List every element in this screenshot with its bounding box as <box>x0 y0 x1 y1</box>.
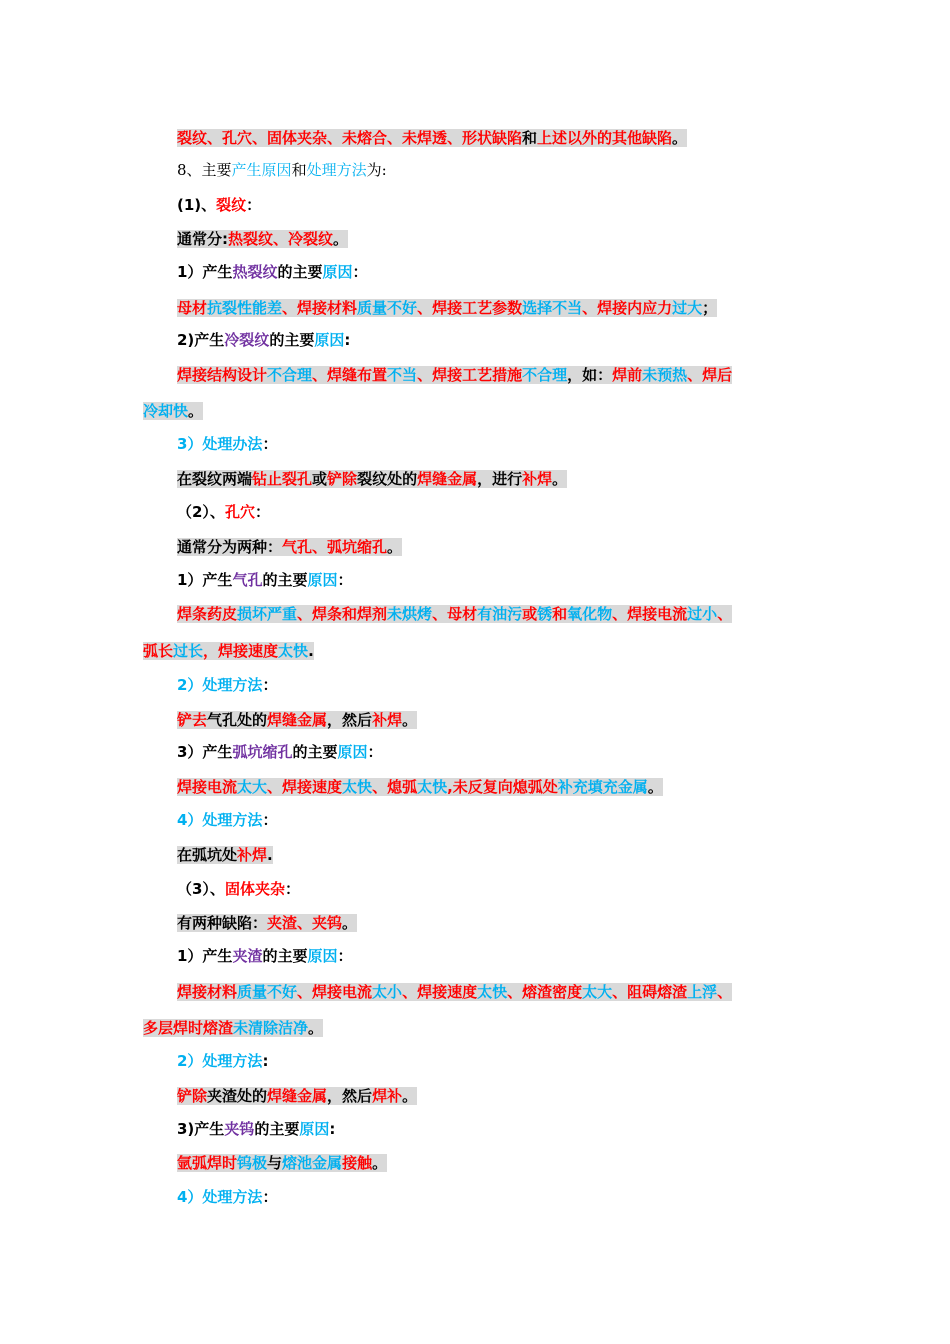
text-segment: 、焊接电流 <box>297 983 373 1001</box>
text-segment: 上述以外的其他缺陷 <box>537 129 673 147</box>
text-segment: 原因 <box>314 331 345 349</box>
text-segment: 、 <box>717 605 733 623</box>
text-segment: 。 <box>552 470 568 488</box>
text-segment: 焊条药皮 <box>177 605 238 623</box>
text-segment: 补充填充金属 <box>557 778 648 796</box>
text-segment: 弧坑缩孔 <box>232 743 293 761</box>
text-segment: 未烘烤 <box>387 605 433 623</box>
text-segment: 通常分: <box>177 230 228 248</box>
text-segment: (1)、 <box>177 196 217 214</box>
text-segment: 裂纹、孔穴、固体夹杂、未熔合、未焊透、形状缺陷 <box>177 129 523 147</box>
text-segment: 焊接材料 <box>177 983 238 1001</box>
text-line <box>177 160 387 180</box>
text-segment: 有油污 <box>477 605 523 623</box>
highlighted-text <box>177 778 663 796</box>
text-segment: 补焊 <box>237 846 268 864</box>
text-line <box>177 913 357 933</box>
text-segment: 选择不当 <box>522 299 583 317</box>
text-line <box>177 742 383 762</box>
text-segment: 母材 <box>177 299 208 317</box>
text-line <box>177 777 663 797</box>
text-segment: 未预热 <box>642 366 688 384</box>
highlighted-text <box>177 366 732 384</box>
text-segment: 的主要 <box>277 263 323 281</box>
text-segment: 不当 <box>387 366 418 384</box>
text-segment: 上浮 <box>687 983 718 1001</box>
highlighted-text <box>177 914 357 932</box>
text-segment: 焊缝金属 <box>267 1087 328 1105</box>
text-segment: 。 <box>333 230 349 248</box>
text-segment: 和 <box>522 129 538 147</box>
text-segment: ： <box>254 503 270 521</box>
text-segment: 焊缝金属 <box>267 711 328 729</box>
text-segment: 4）处理方法 <box>177 1188 263 1206</box>
highlighted-text <box>143 642 314 660</box>
text-line <box>177 946 353 966</box>
line-text <box>177 676 277 694</box>
text-segment: （2）、 <box>177 503 225 521</box>
text-segment: 夹渣处的 <box>207 1087 268 1105</box>
highlighted-text <box>177 1087 417 1105</box>
text-line <box>177 810 277 830</box>
text-segment: 未清除洁净 <box>233 1019 309 1037</box>
text-segment: 夹钨 <box>224 1120 255 1138</box>
text-segment: 钨极 <box>237 1154 268 1172</box>
text-segment: 2)产生 <box>177 331 225 349</box>
text-segment: 太快 <box>342 778 373 796</box>
text-segment: 、焊条和焊剂 <box>297 605 388 623</box>
text-segment: 热裂纹 <box>232 263 278 281</box>
text-segment: 、 <box>717 983 733 1001</box>
text-line <box>177 845 273 865</box>
text-segment: 夹渣、夹钨 <box>267 914 343 932</box>
text-line <box>177 537 402 557</box>
text-segment: 在弧坑处 <box>177 846 238 864</box>
text-segment: 焊接电流 <box>177 778 238 796</box>
text-segment: 、焊后 <box>687 366 733 384</box>
text-line <box>177 434 277 454</box>
text-segment: 、焊接工艺参数 <box>417 299 523 317</box>
text-segment: 补焊 <box>522 470 553 488</box>
text-segment: 多层焊时熔渣 <box>143 1019 234 1037</box>
text-segment: 太大 <box>582 983 613 1001</box>
text-segment: 固体夹杂 <box>224 880 285 898</box>
text-segment: ： <box>262 1188 278 1206</box>
text-segment: . <box>308 642 314 660</box>
text-line <box>177 1051 268 1071</box>
text-segment: 损坏严重 <box>237 605 298 623</box>
text-segment: 。 <box>647 778 663 796</box>
text-line <box>177 879 300 899</box>
text-segment: 2）处理方法 <box>177 676 263 694</box>
text-line <box>177 1187 277 1207</box>
text-line <box>177 229 348 249</box>
line-text <box>177 503 270 521</box>
text-segment: 。 <box>402 711 418 729</box>
text-segment: ： <box>352 263 368 281</box>
text-segment: 、阻碍熔渣 <box>612 983 688 1001</box>
highlighted-text <box>177 846 273 864</box>
text-line <box>177 469 567 489</box>
text-segment: 气孔、弧坑缩孔 <box>282 538 388 556</box>
highlighted-text <box>177 983 732 1001</box>
text-segment: 接触 <box>342 1154 373 1172</box>
text-segment: ： <box>262 811 278 829</box>
text-segment: 。 <box>342 914 358 932</box>
text-line <box>177 710 417 730</box>
text-segment: ； <box>702 299 718 317</box>
text-segment: 的主要 <box>292 743 338 761</box>
text-segment: 有两种缺陷： <box>177 914 268 932</box>
text-segment: ： <box>246 196 262 214</box>
text-segment: 夹渣 <box>232 947 263 965</box>
text-segment: 裂纹处的 <box>357 470 418 488</box>
text-segment: ，焊接速度 <box>203 642 279 660</box>
text-segment: ： <box>284 880 300 898</box>
text-line <box>177 675 277 695</box>
text-segment: 4）处理方法 <box>177 811 263 829</box>
text-segment: 在裂纹两端 <box>177 470 253 488</box>
text-line <box>177 1119 335 1139</box>
text-segment: 气孔处的 <box>207 711 268 729</box>
line-text <box>177 811 277 829</box>
text-segment: 的主要 <box>269 331 315 349</box>
text-segment: 。 <box>387 538 403 556</box>
text-segment: 热裂纹、冷裂纹 <box>228 230 334 248</box>
text-segment: 8、主要 <box>177 161 232 179</box>
text-segment: 3)产生 <box>177 1120 225 1138</box>
text-segment: （3）、 <box>177 880 225 898</box>
highlighted-text <box>177 538 402 556</box>
text-segment: 3）产生 <box>177 743 233 761</box>
text-line <box>177 128 687 148</box>
text-segment: 、熄弧 <box>372 778 418 796</box>
text-segment: 过长 <box>173 642 204 660</box>
text-segment: 、焊缝布置 <box>312 366 388 384</box>
line-text <box>177 435 277 453</box>
text-segment: 太快 <box>477 983 508 1001</box>
text-line <box>177 570 353 590</box>
text-segment: 裂纹 <box>216 196 247 214</box>
text-segment: 。 <box>308 1019 324 1037</box>
text-segment: 太大 <box>237 778 268 796</box>
text-segment: 。 <box>372 1154 388 1172</box>
text-segment: 不合理 <box>522 366 568 384</box>
text-segment: 焊前 <box>612 366 643 384</box>
text-segment: 质量不好 <box>237 983 298 1001</box>
text-line <box>177 982 732 1002</box>
highlighted-text <box>177 711 417 729</box>
text-segment: . <box>267 846 273 864</box>
text-segment: 过大 <box>672 299 703 317</box>
text-segment: 钻止裂孔 <box>252 470 313 488</box>
line-text <box>177 1120 335 1138</box>
text-line <box>177 1153 387 1173</box>
text-segment: 。 <box>402 1087 418 1105</box>
text-segment: : <box>329 1120 336 1138</box>
text-segment: ： <box>262 676 278 694</box>
text-segment: 或 <box>312 470 328 488</box>
line-text <box>177 743 383 761</box>
highlighted-text <box>177 230 348 248</box>
line-text <box>177 263 368 281</box>
text-segment: 1）产生 <box>177 263 233 281</box>
text-segment: 铲除 <box>327 470 358 488</box>
text-line <box>177 195 261 215</box>
text-segment: 、焊接速度 <box>402 983 478 1001</box>
text-segment: 2）处理方法 <box>177 1052 263 1070</box>
text-segment: 、焊接工艺措施 <box>417 366 523 384</box>
text-segment: 产生原因 <box>231 161 292 179</box>
text-segment: 原因 <box>307 947 338 965</box>
text-segment: ： <box>337 571 353 589</box>
text-segment: 氧化物 <box>567 605 613 623</box>
text-segment: 或 <box>522 605 538 623</box>
line-text <box>177 196 261 214</box>
highlighted-text <box>143 1019 323 1037</box>
text-segment: 太快 <box>278 642 309 660</box>
text-line <box>177 298 717 318</box>
text-segment: 弧长 <box>143 642 174 660</box>
text-segment: 锈 <box>537 605 553 623</box>
text-segment: : <box>344 331 351 349</box>
highlighted-text <box>177 605 732 623</box>
text-segment: 。 <box>188 402 204 420</box>
text-segment: 孔穴 <box>224 503 255 521</box>
text-segment: 和 <box>291 161 307 179</box>
highlighted-text <box>177 1154 387 1172</box>
text-segment: 、焊接电流 <box>612 605 688 623</box>
text-segment: 处理方法 <box>306 161 367 179</box>
text-segment: 冷却快 <box>143 402 189 420</box>
text-segment: 的主要 <box>262 571 308 589</box>
text-segment: 1）产生 <box>177 947 233 965</box>
text-segment: 焊补 <box>372 1087 403 1105</box>
text-line <box>143 641 314 661</box>
text-segment: 、熔渣密度 <box>507 983 583 1001</box>
text-line <box>177 502 270 522</box>
text-segment: 、焊接速度 <box>267 778 343 796</box>
text-segment: ： <box>262 435 278 453</box>
text-segment: 熔池金属 <box>282 1154 343 1172</box>
text-segment: 抗裂性能差 <box>207 299 283 317</box>
text-segment: 氩弧焊时 <box>177 1154 238 1172</box>
text-segment: ，进行 <box>477 470 523 488</box>
text-segment: 、焊接内应力 <box>582 299 673 317</box>
text-segment: 原因 <box>307 571 338 589</box>
text-segment: 铲除 <box>177 1087 208 1105</box>
text-segment: 和 <box>552 605 568 623</box>
highlighted-text <box>177 129 687 147</box>
highlighted-text <box>177 299 717 317</box>
text-segment: 气孔 <box>232 571 263 589</box>
text-segment: 为: <box>366 161 387 179</box>
text-segment: 太小 <box>372 983 403 1001</box>
text-segment: 铲去 <box>177 711 208 729</box>
highlighted-text <box>143 402 203 420</box>
text-segment: 的主要 <box>262 947 308 965</box>
text-segment: ： <box>337 947 353 965</box>
line-text <box>177 571 353 589</box>
highlighted-text <box>177 470 567 488</box>
text-segment: 、母材 <box>432 605 478 623</box>
text-line <box>177 365 732 385</box>
text-segment: ： <box>367 743 383 761</box>
text-segment: 质量不好 <box>357 299 418 317</box>
text-segment: 与 <box>267 1154 283 1172</box>
line-text <box>177 880 300 898</box>
text-segment: ,未反复向熄弧处 <box>447 778 558 796</box>
line-text <box>177 947 353 965</box>
text-segment: 3）处理办法 <box>177 435 263 453</box>
text-line <box>143 1018 323 1038</box>
text-line <box>177 1086 417 1106</box>
text-line <box>177 330 350 350</box>
text-segment: : <box>262 1052 269 1070</box>
text-segment: 1）产生 <box>177 571 233 589</box>
text-segment: 焊接结构设计 <box>177 366 268 384</box>
text-segment: 焊缝金属 <box>417 470 478 488</box>
text-segment: 通常分为两种： <box>177 538 283 556</box>
text-segment: 补焊 <box>372 711 403 729</box>
text-segment: 冷裂纹 <box>224 331 270 349</box>
text-segment: 原因 <box>322 263 353 281</box>
text-segment: 太快 <box>417 778 448 796</box>
text-line <box>143 401 203 421</box>
line-text <box>177 331 350 349</box>
line-text <box>177 1188 277 1206</box>
line-text <box>177 161 387 179</box>
text-segment: 、焊接材料 <box>282 299 358 317</box>
text-segment: ，然后 <box>327 1087 373 1105</box>
text-segment: 不合理 <box>267 366 313 384</box>
text-segment: 的主要 <box>254 1120 300 1138</box>
text-segment: 过小 <box>687 605 718 623</box>
text-line <box>177 604 732 624</box>
text-segment: ，如： <box>567 366 613 384</box>
text-segment: 原因 <box>299 1120 330 1138</box>
text-segment: 。 <box>672 129 688 147</box>
line-text <box>177 1052 268 1070</box>
text-line <box>177 262 368 282</box>
text-segment: ，然后 <box>327 711 373 729</box>
text-segment: 原因 <box>337 743 368 761</box>
